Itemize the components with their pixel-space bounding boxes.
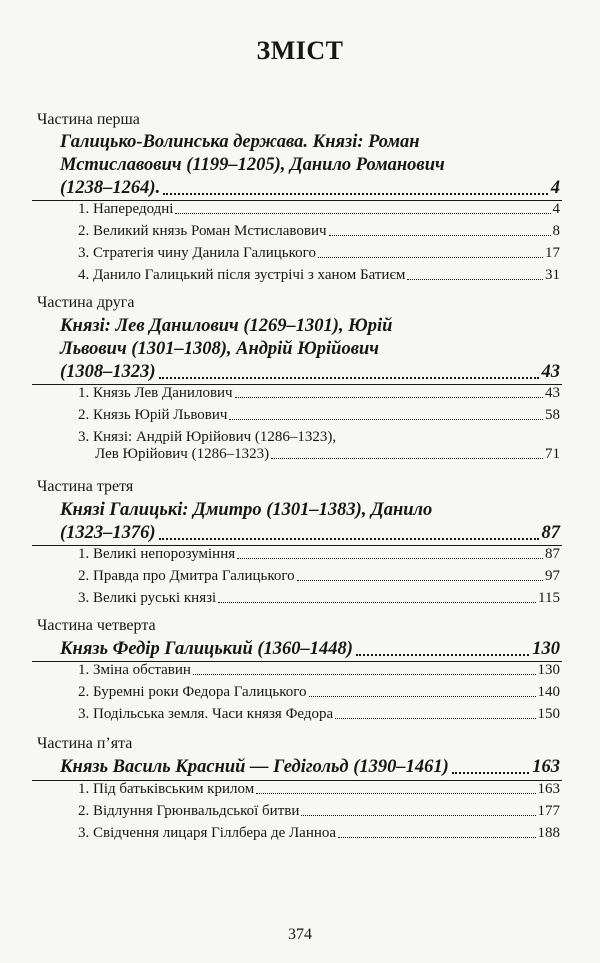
leader-dots — [163, 193, 548, 195]
part-label: Частина перша — [37, 111, 140, 128]
entry-page-number: 150 — [537, 706, 560, 722]
leader-dots — [338, 837, 535, 838]
part-title-line: Мстиславович (1199–1205), Данило Романович — [60, 155, 445, 175]
entry-title: 3. Князі: Андрій Юрійович (1286–1323), — [78, 429, 337, 445]
entry-title: 2. Князь Юрій Львович — [78, 407, 228, 423]
part-page-number: 163 — [532, 757, 560, 777]
entry-page-number: 31 — [545, 267, 560, 283]
part-label: Частина четверта — [37, 617, 156, 634]
entry-title: 2. Правда про Дмитра Галицького — [78, 568, 295, 584]
toc-entry — [78, 590, 560, 607]
page-number: 374 — [288, 926, 312, 943]
entry-title: 3. Подільська земля. Часи князя Федора — [78, 706, 334, 722]
leader-dots — [237, 558, 543, 559]
toc-entry — [78, 407, 560, 424]
entry-page-number: 140 — [537, 684, 560, 700]
part-label: Частина друга — [37, 294, 135, 311]
toc-entry — [78, 201, 560, 218]
entry-page-number: 87 — [545, 546, 560, 562]
leader-dots — [159, 538, 539, 540]
leader-dots — [159, 377, 539, 379]
toc-entry — [78, 568, 560, 585]
leader-dots — [309, 696, 536, 697]
entry-page-number: 97 — [545, 568, 560, 584]
toc-entry — [78, 223, 560, 240]
part-title — [60, 638, 560, 661]
leader-dots — [356, 654, 529, 656]
entry-title: 2. Буремні роки Федора Галицького — [78, 684, 307, 700]
toc-entry — [78, 385, 560, 402]
entry-title: 1. Зміна обставин — [78, 662, 191, 678]
entry-title-continued: Лев Юрійович (1286–1323) — [95, 446, 270, 462]
entry-page-number: 188 — [537, 825, 560, 841]
entry-title: 1. Напередодні — [78, 201, 174, 217]
entry-page-number: 71 — [545, 446, 560, 462]
part-title-line: Князь Василь Красний — Гедігольд (1390–1461) — [60, 757, 449, 777]
leader-dots — [301, 815, 535, 816]
leader-dots — [193, 674, 536, 675]
entry-page-number: 4 — [552, 201, 560, 217]
toc-entry — [78, 684, 560, 701]
part-title — [60, 131, 560, 200]
toc-entry — [78, 781, 560, 798]
part-title — [60, 756, 560, 779]
toc-entry — [78, 803, 560, 820]
entry-page-number: 177 — [537, 803, 560, 819]
toc-entry — [78, 825, 560, 842]
entry-title: 2. Відлуння Грюнвальдської битви — [78, 803, 300, 819]
entry-page-number: 58 — [545, 407, 560, 423]
toc-entry — [78, 546, 560, 563]
entry-title: 1. Князь Лев Данилович — [78, 385, 233, 401]
toc-entry — [78, 245, 560, 262]
entry-title: 1. Під батьківським крилом — [78, 781, 255, 797]
entry-page-number: 130 — [537, 662, 560, 678]
toc-entry — [78, 662, 560, 679]
entry-page-number: 163 — [537, 781, 560, 797]
part-label: Частина п’ята — [37, 735, 133, 752]
part-title — [60, 315, 560, 384]
entry-title: 4. Данило Галицький після зустрічі з ханом Батиєм — [78, 267, 406, 283]
part-page-number: 87 — [541, 523, 560, 543]
part-title-line: Князі: Лев Данилович (1269–1301), Юрій — [60, 316, 393, 336]
entry-title: 3. Великі руські князі — [78, 590, 217, 606]
entry-page-number: 115 — [538, 590, 560, 606]
entry-title: 3. Свідчення лицаря Гіллбера де Ланноа — [78, 825, 337, 841]
toc-entry — [78, 267, 560, 284]
part-page-number: 4 — [550, 178, 560, 198]
entry-title: 2. Великий князь Роман Мстиславович — [78, 223, 327, 239]
leader-dots — [256, 793, 535, 794]
leader-dots — [335, 718, 535, 719]
leader-dots — [229, 419, 543, 420]
leader-dots — [235, 397, 543, 398]
leader-dots — [175, 213, 550, 214]
part-title-line: (1323–1376) — [60, 523, 156, 543]
toc-entry — [78, 429, 560, 463]
leader-dots — [452, 772, 529, 774]
part-title-line: Львович (1301–1308), Андрій Юрійович — [60, 339, 379, 359]
part-label: Частина третя — [37, 478, 134, 495]
part-title-line: Князь Федір Галицький (1360–1448) — [60, 639, 353, 659]
part-page-number: 43 — [541, 362, 560, 382]
part-title-line: Князі Галицькі: Дмитро (1301–1383), Данило — [60, 500, 433, 520]
leader-dots — [329, 235, 551, 236]
part-page-number: 130 — [532, 639, 560, 659]
entry-title: 3. Стратегія чину Данила Галицького — [78, 245, 316, 261]
entry-page-number: 8 — [552, 223, 560, 239]
leader-dots — [318, 257, 543, 258]
toc-entry — [78, 706, 560, 723]
part-title-line: Галицько-Волинська держава. Князі: Роман — [60, 132, 420, 152]
part-title-line: (1238–1264). — [60, 178, 161, 198]
part-title — [60, 499, 560, 545]
page-title: ЗМІСТ — [256, 36, 344, 65]
entry-page-number: 17 — [545, 245, 560, 261]
entry-title: 1. Великі непорозуміння — [78, 546, 236, 562]
leader-dots — [218, 602, 536, 603]
leader-dots — [297, 580, 543, 581]
leader-dots — [271, 458, 543, 459]
part-title-line: (1308–1323) — [60, 362, 156, 382]
leader-dots — [407, 279, 543, 280]
entry-page-number: 43 — [545, 385, 560, 401]
